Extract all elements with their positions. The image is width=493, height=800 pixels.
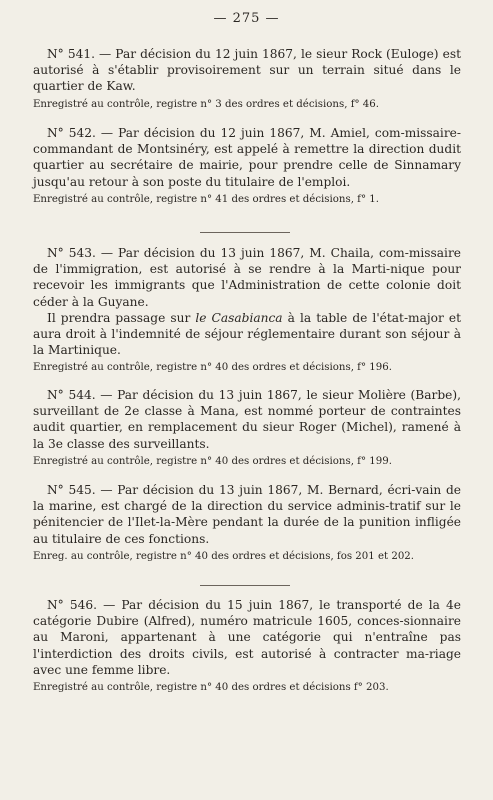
decision-text: N° 546. — Par décision du 15 juin 1867, le transporté de la 4e catégorie Dubire (Alfred), numéro matricule 1605, conces-sionnaire au Maroni, appartenant à une catégorie qui n'entraîne pas l'interdiction des droits civils, est autorisé à contracter ma-riage avec une femme libre. bbox=[33, 598, 461, 677]
decision-entry-544 bbox=[33, 387, 461, 468]
decision-text: N° 541. — Par décision du 12 juin 1867, le sieur Rock (Euloge) est autorisé à s'établir provisoirement sur un terrain situé dans le quartier de Kaw. bbox=[33, 47, 461, 94]
register-note: Enregistré au contrôle, registre n° 41 des ordres et décisions, f° 1. bbox=[33, 193, 379, 205]
register-note: Enregistré au contrôle, registre n° 3 des ordres et décisions, f° 46. bbox=[33, 98, 379, 110]
decision-entry-545 bbox=[33, 482, 461, 563]
ship-name: le Casabianca bbox=[195, 310, 283, 325]
separator-rule bbox=[200, 232, 290, 233]
register-note: Enregistré au contrôle, registre n° 40 des ordres et décisions, f° 196. bbox=[33, 362, 392, 374]
page-number: — 275 — bbox=[213, 11, 280, 26]
text-segment: à la table de l'état-major et aura droit à l'indemnité de séjour réglementaire durant son séjour à la Martinique. bbox=[33, 310, 462, 358]
decision-entry-546 bbox=[33, 597, 461, 694]
decision-text: N° 543. — Par décision du 13 juin 1867, M. Chaila, com-missaire de l'immigration, est autorisé à se rendre à la Marti-nique pour recevoir les immigrants que l'Administration de cette colonie doit céder à la Guyane. bbox=[33, 246, 461, 309]
decision-text: N° 542. — Par décision du 12 juin 1867, M. Amiel, com-missaire-commandant de Montsinéry, est appelé à remettre la direction dudit quartier au secrétaire de mairie, pour prendre celle de Sinnamary jusqu'au retour à son poste du titulaire de l'emploi. bbox=[33, 126, 461, 189]
decision-text: N° 544. — Par décision du 13 juin 1867, le sieur Molière (Barbe), surveillant de 2e classe à Mana, est nommé porteur de contraintes audit quartier, en remplacement du sieur Roger (Michel), ramené à la 3e classe des surveillants. bbox=[33, 388, 461, 451]
decision-entry-541 bbox=[33, 46, 461, 111]
decision-text-continued bbox=[33, 310, 461, 359]
register-note: Enreg. au contrôle, registre n° 40 des ordres et décisions, fos 201 et 202. bbox=[33, 550, 415, 562]
separator-rule bbox=[200, 585, 290, 586]
register-note: Enregistré au contrôle, registre n° 40 des ordres et décisions f° 203. bbox=[33, 682, 389, 694]
register-note: Enregistré au contrôle, registre n° 40 des ordres et décisions, f° 199. bbox=[33, 455, 392, 467]
decision-entry-542 bbox=[33, 125, 461, 206]
decision-entry-543 bbox=[33, 245, 461, 374]
decision-text: N° 545. — Par décision du 13 juin 1867, M. Bernard, écri-vain de la marine, est chargé de la direction du service adminis-tratif sur le pénitencier de l'Ilet-la-Mère pendant la durée de la punition infligée au titulaire de ces fonctions. bbox=[33, 483, 461, 546]
text-segment: Il prendra passage sur bbox=[47, 310, 196, 325]
